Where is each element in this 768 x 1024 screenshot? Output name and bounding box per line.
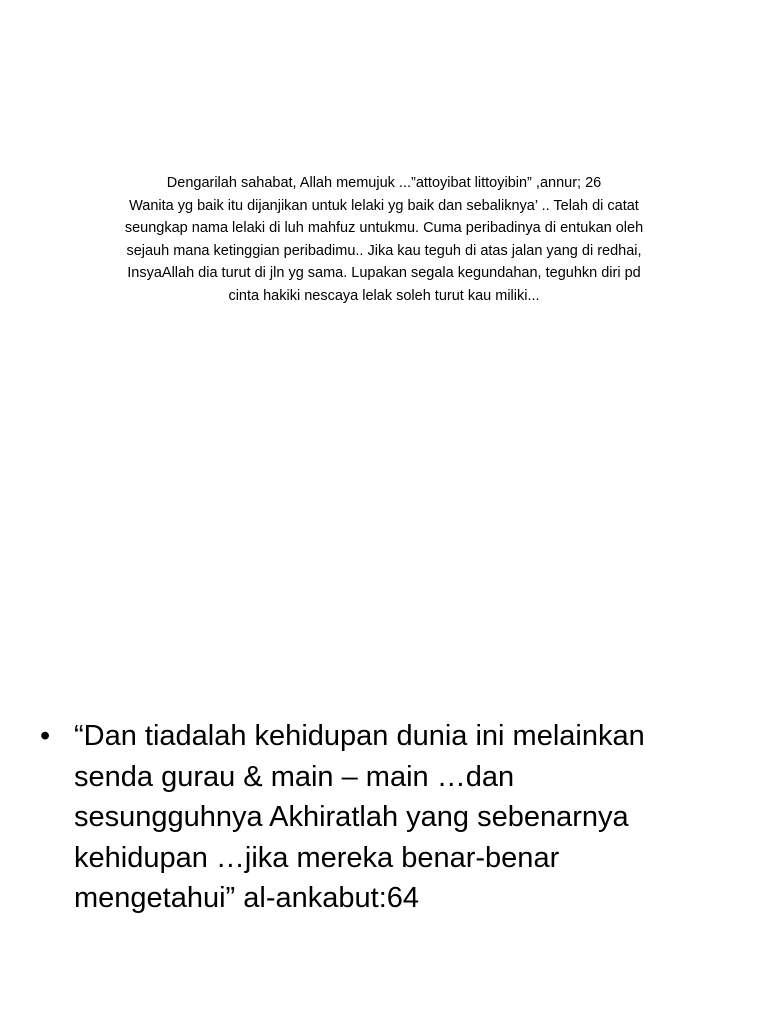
title-line: InsyaAllah dia turut di jln yg sama. Lupakan segala kegundahan, teguhkn diri pd [127,265,641,281]
title-line: cinta hakiki nescaya lelak soleh turut kau miliki... [228,287,540,304]
bullet-line: kehidupan …jika mereka benar-benar [74,841,560,874]
title-line: Wanita yg baik itu dijanjikan untuk lelaki yg baik dan sebaliknya’ .. Telah di catat [129,197,639,214]
slide-content [40,716,740,919]
bullet-line: sesungguhnya Akhiratlah yang sebenarnya [74,801,629,833]
bullet-line: senda gurau & main – main …dan [74,760,515,793]
bullet-icon: • [40,720,51,752]
title-line: seungkap nama lelaki di luh mahfuz untukmu. Cuma peribadinya di entukan oleh [124,220,644,236]
bullet-line: mengetahui” al-ankabut:64 [74,882,420,914]
title-line: Dengarilah sahabat, Allah memujuk ...”attoyibat littoyibin” ,annur; 26 [166,175,602,191]
bullet-item-quote [40,716,740,919]
title-line: sejauh mana ketinggian peribadimu.. Jika kau teguh di atas jalan yang di redhai, [126,242,642,259]
slide-title [40,172,728,307]
bullet-line: “Dan tiadalah kehidupan dunia ini melainkan [74,720,645,752]
